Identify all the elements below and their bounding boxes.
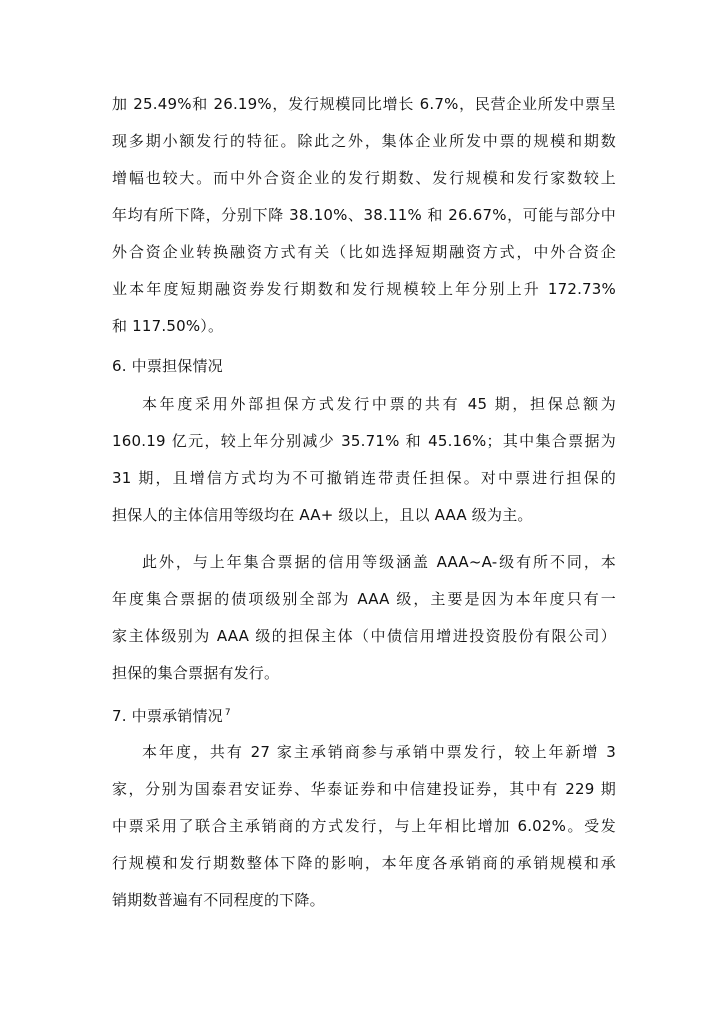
text-line: 家，分别为国泰君安证券、华泰证券和中信建投证券，其中有 229 期 — [112, 780, 616, 798]
text-line: 家主体级别为 AAA 级的担保主体（中债信用增进投资股份有限公司） — [112, 627, 616, 645]
text-line: 加 25.49%和 26.19%，发行规模同比增长 6.7%，民营企业所发中票呈 — [112, 95, 616, 113]
text-line: 行规模和发行期数整体下降的影响，本年度各承销商的承销规模和承 — [112, 854, 616, 872]
section-heading-underwriting — [112, 706, 616, 726]
text-line: 31 期，且增信方式均为不可撤销连带责任担保。对中票进行担保的 — [112, 469, 616, 487]
text-line: 担保的集合票据有发行。 — [112, 664, 280, 682]
section-heading-guarantee — [112, 356, 616, 376]
text-line: 年均有所下降，分别下降 38.10%、38.11% 和 26.67%，可能与部分中 — [112, 206, 616, 224]
section-title: 6. 中票担保情况 — [112, 357, 223, 375]
text-line: 本年度采用外部担保方式发行中票的共有 45 期，担保总额为 — [142, 395, 616, 413]
text-line: 此外，与上年集合票据的信用等级涵盖 AAA~A-级有所不同，本 — [142, 553, 616, 571]
section-title-text: 7. 中票承销情况 — [112, 707, 223, 725]
text-line: 现多期小额发行的特征。除此之外，集体企业所发中票的规模和期数 — [112, 132, 616, 150]
text-line: 增幅也较大。而中外合资企业的发行期数、发行规模和发行家数较上 — [112, 169, 616, 187]
text-line: 年度集合票据的债项级别全部为 AAA 级，主要是因为本年度只有一 — [112, 590, 616, 608]
section-title — [112, 706, 616, 726]
text-line: 160.19 亿元，较上年分别减少 35.71% 和 45.16%；其中集合票据为 — [112, 432, 616, 450]
text-line: 销期数普遍有不同程度的下降。 — [112, 891, 325, 909]
text-line: 和 117.50%）。 — [112, 317, 224, 335]
text-line: 业本年度短期融资券发行期数和发行规模较上年分别上升 172.73% — [112, 280, 616, 298]
paragraph-issuance-by-enterprise-type — [112, 94, 616, 336]
text-line: 担保人的主体信用等级均在 AA+ 级以上，且以 AAA 级为主。 — [112, 506, 533, 524]
paragraph-guarantee-overview — [112, 394, 616, 525]
paragraph-collective-notes-rating — [112, 552, 616, 683]
text-line: 外合资企业转换融资方式有关（比如选择短期融资方式，中外合资企 — [112, 243, 616, 261]
text-line: 本年度，共有 27 家主承销商参与承销中票发行，较上年新增 3 — [142, 743, 616, 761]
paragraph-underwriting-overview — [112, 742, 616, 910]
text-line: 中票采用了联合主承销商的方式发行，与上年相比增加 6.02%。受发 — [112, 817, 616, 835]
footnote-reference[interactable]: 7 — [224, 708, 231, 718]
